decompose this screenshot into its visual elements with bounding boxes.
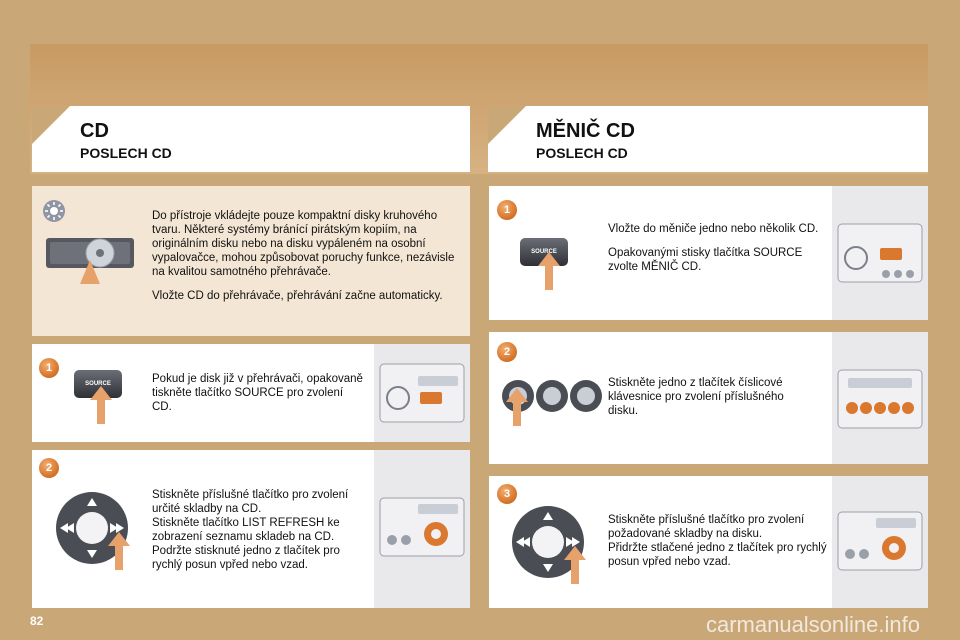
- right-step2-thumbnail: [832, 332, 928, 464]
- intro-paragraph-1: Do přístroje vkládejte pouze kompaktní disky kruhového tvaru. Některé systémy bránící pirátským kopiím, na originálním disku nebo na disku vypáleném na osobní vypalovačce, mohou způsobovat poruchy funkce, nezávisle na kvalitou samotného přehrávače.: [152, 210, 455, 278]
- right-step3-text: Stiskněte příslušné tlačítko pro zvolení požadované skladby na disku. Přidržte stlačené jedno z tlačítek pro rychlý posun vpřed nebo vzad.: [608, 514, 827, 568]
- left-step2-number: 2: [39, 458, 59, 478]
- pointer-arrow-icon: [538, 252, 560, 290]
- right-step1-paragraph-2: Opakovanými stisky tlačítka SOURCE zvolte MĚNIČ CD.: [608, 247, 803, 273]
- intro-text: [152, 209, 458, 313]
- page-number: 82: [30, 614, 44, 628]
- right-step3-thumbnail: [832, 476, 928, 608]
- right-step1-thumbnail: [832, 186, 928, 320]
- right-step1-number: 1: [497, 200, 517, 220]
- source-button-illustration: SOURCE: [520, 238, 568, 266]
- right-title: MĚNIČ CD: [536, 120, 635, 142]
- cd-player-illustration: [44, 230, 136, 286]
- light-bulb-icon: [42, 199, 66, 223]
- right-title-corner: [488, 106, 526, 144]
- right-step2-text: Stiskněte jedno z tlačítek číslicové klávesnice pro zvolení příslušného disku.: [608, 377, 784, 417]
- intro-paragraph-2: Vložte CD do přehrávače, přehrávání začne automaticky.: [152, 290, 443, 302]
- left-step1-thumbnail: [374, 344, 470, 442]
- left-step2-text: Stiskněte příslušné tlačítko pro zvolení určité skladby na CD. Stiskněte tlačítko LIST REFRESH ke zobrazení seznamu skladeb na CD. Podržte stisknuté jedno z tlačítek pro rychlý posun vpřed nebo vzad.: [152, 489, 349, 571]
- pointer-arrow-icon: [108, 532, 130, 570]
- source-button-illustration: SOURCE: [74, 370, 122, 398]
- left-subtitle: POSLECH CD: [80, 145, 172, 161]
- pointer-arrow-icon: [506, 388, 528, 426]
- right-subtitle: POSLECH CD: [536, 145, 628, 161]
- right-step2-number: 2: [497, 342, 517, 362]
- left-step2-thumbnail: [374, 450, 470, 608]
- pointer-arrow-icon: [564, 546, 586, 584]
- left-step1-number: 1: [39, 358, 59, 378]
- left-step1-text: Pokud je disk již v přehrávači, opakovaně tiskněte tlačítko SOURCE pro zvolení CD.: [152, 373, 363, 413]
- watermark: carmanualsonline.info: [705, 612, 920, 637]
- left-title-corner: [32, 106, 70, 144]
- right-step1-paragraph-1: Vložte do měniče jedno nebo několik CD.: [608, 223, 819, 235]
- right-step3-number: 3: [497, 484, 517, 504]
- left-title: CD: [80, 120, 109, 142]
- right-step1-text: [608, 222, 826, 284]
- pointer-arrow-icon: [90, 386, 112, 424]
